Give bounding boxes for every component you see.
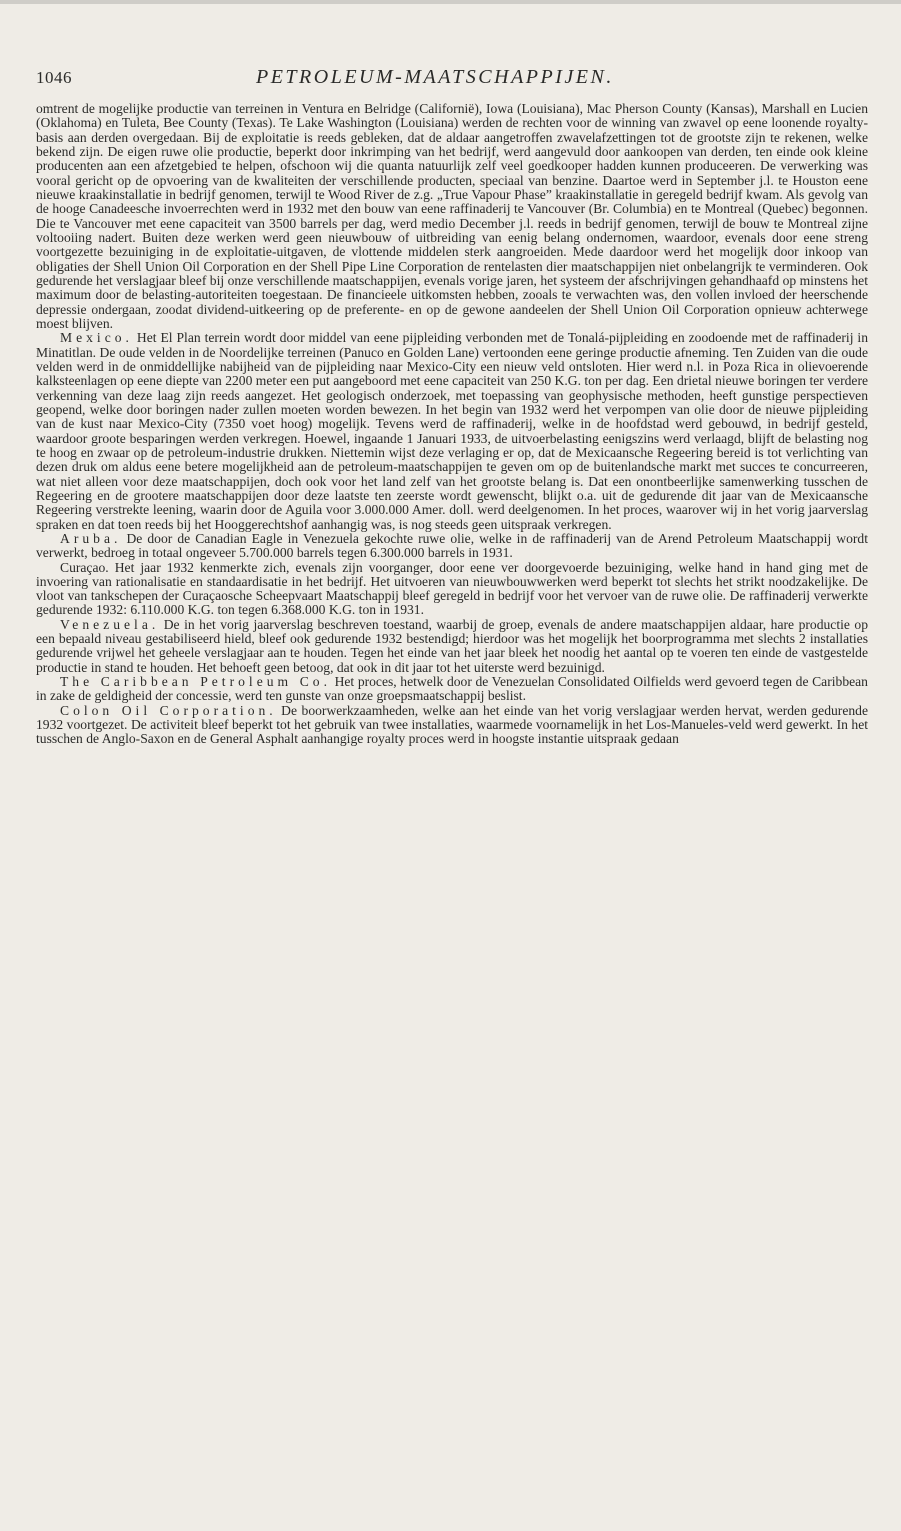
- paragraph-venezuela: [36, 618, 868, 675]
- paragraph-text: Curaçao. Het jaar 1932 kenmerkte zich, evenals zijn voorganger, door eene ver doorgevoerde bezuiniging, welke hand in hand ging met de invoering van rationalisatie en standaardisatie in het bedrijf. Het uitvoeren van nieuwbouwwerken werd beperkt tot slechts het strikt noodzakelijke. De vloot van tankschepen der Curaçaosche Scheepvaart Maatschappij bleef geregeld in bedrijf voor het vervoer van de ruwe olie. De raffinaderij verwerkte gedurende 1932: 6.110.000 K.G. ton tegen 6.368.000 K.G. ton in 1931.: [36, 559, 868, 618]
- page-header: [36, 62, 868, 102]
- paragraph-aruba: [36, 532, 868, 561]
- body-text: [36, 102, 868, 747]
- paragraph-mexico: [36, 331, 868, 532]
- page-edge: [0, 0, 901, 4]
- paragraph-text: omtrent de mogelijke productie van terreinen in Ventura en Belridge (Californië), Iowa (Louisiana), Mac Pherson County (Kansas), Marshall en Lucien (Oklahoma) en Tuleta, Bee County (Texas). Te Lake Washington (Louisiana) werden de rechten voor de winning van zwavel op eene loonende royalty-basis aan derden overgedaan. Bij de exploitatie is reeds gebleken, dat de aldaar aangetroffen zwavelafzettingen tot de grootste zijn te rekenen, welke bekend zijn. De eigen ruwe olie productie, beperkt door inkrimping van het bedrijf, werd aangevuld door aankoopen van derden, ten einde ook kleine producenten aan een afzetgebied te helpen, ofschoon wij die quanta natuurlijk zelf veel goedkooper hadden kunnen produceeren. De verwerking was vooral gericht op de opvoering van de kwaliteiten der verschillende producten, speciaal van benzine. Daartoe werd in September j.l. te Houston eene nieuwe kraakinstallatie in bedrijf genomen, terwijl te Wood River de z.g. „True Vapour Phase” kraakinstallatie in geregeld bedrijf kwam. Als gevolg van de hooge Canadeesche invoerrechten werd in 1932 met den bouw van eene raffinaderij te Vancouver (Br. Columbia) en te Montreal (Quebec) begonnen. Die te Vancouver met eene capaciteit van 3500 barrels per dag, werd medio December j.l. reeds in bedrijf genomen, terwijl de bouw te Montreal zijne voltooiing nadert. Buiten deze werken werd geen nieuwbouw of uitbreiding van eenig belang ondernomen, waardoor, evenals door eene streng voortgezette bezuiniging in de exploitatie-uitgaven, de vlottende middelen sterk aangroeiden. Mede daardoor werd het mogelijk door inkoop van obligaties der Shell Union Oil Corporation en der Shell Pipe Line Corporation de rentelasten dier maatschappijen niet onbelangrijk te verminderen. Ook gedurende het verslagjaar bleef bij onze verschillende maatschappijen, evenals vorige jaren, het systeem der afschrijvingen gehandhaafd op minstens het maximum door de belasting-autoriteiten toegestaan. De financieele uitkomsten hebben, zooals te verwachten was, den vollen invloed der heerschende depressie ondergaan, zoodat dividend-uitkeering op de preferente- en op de gewone aandeelen der Shell Union Oil Corporation opnieuw achterwege moest blijven.: [36, 101, 868, 331]
- section-lead-caribbean: The Caribbean Petroleum Co.: [60, 674, 331, 690]
- paragraph-text: Het proces, hetwelk door de Venezuelan Consolidated Oilfields werd gevoerd tegen de Caribbean in zake de geldigheid der concessie, werd ten gunste van onze groepsmaatschappij beslist.: [36, 674, 868, 704]
- paragraph-text: De boorwerkzaamheden, welke aan het einde van het vorig verslagjaar werden hervat, werden gedurende 1932 voortgezet. De activiteit bleef beperkt tot het gebruik van twee installaties, waarmede voornamelijk in het Los-Manueles-veld werd gewerkt. In het tusschen de Anglo-Saxon en de General Asphalt aanhangige royalty proces werd in hoogste instantie uitspraak gedaan: [36, 702, 868, 747]
- paragraph-text: De in het vorig jaarverslag beschreven toestand, waarbij de groep, evenals de andere maatschappijen aldaar, hare productie op een bepaald niveau gestabiliseerd hield, bleef ook gedurende 1932 bestendigd; hierdoor was het mogelijk het boorprogramma met slechts 2 installaties gedurende vrijwel het geheele verslagjaar aan te houden. Tegen het einde van het jaar bleek het noodig het aantal op te voeren ten einde de vastgestelde productie in stand te houden. Het behoeft geen betoog, dat ook in dit jaar tot het uiterste werd bezuinigd.: [36, 616, 868, 675]
- paragraph-text: De door de Canadian Eagle in Venezuela gekochte ruwe olie, welke in de raffinaderij van de Arend Petroleum Maatschappij wordt verwerkt, bedroeg in totaal ongeveer 5.700.000 barrels tegen 6.300.000 barrels in 1931.: [36, 530, 868, 561]
- paragraph-curacao: [36, 561, 868, 618]
- paragraph-colon: [36, 704, 868, 747]
- page-number: 1046: [36, 68, 72, 87]
- paragraph-caribbean: [36, 675, 868, 704]
- running-head: PETROLEUM-MAATSCHAPPIJEN.: [256, 66, 614, 88]
- document-page: [36, 62, 868, 747]
- section-lead-colon: Colon Oil Corporation.: [60, 702, 277, 718]
- section-lead-venezuela: Venezuela.: [60, 616, 160, 632]
- section-lead-aruba: Aruba.: [60, 530, 122, 546]
- section-lead-mexico: Mexico.: [60, 330, 133, 346]
- paragraph-text: Het El Plan terrein wordt door middel van eene pijpleiding verbonden met de Tonalá-pijpleiding en zoodoende met de raffinaderij in Minatitlan. De oude velden in de Noordelijke terreinen (Panuco en Golden Lane) vertoonden eene geringe productie afneming. Ten Zuiden van die oude velden werd in de onmiddellijke nabijheid van de pijpleiding naar Mexico-City een nieuw veld ontsloten. Hier werd n.l. in Poza Rica in olievoerende kalksteenlagen op eene diepte van 2200 meter een put aangeboord met eene capaciteit van 250 K.G. ton per dag. Een drietal nieuwe boringen ter verdere verkenning van deze laag zijn reeds aangezet. Het geologisch onderzoek, met toepassing van geophysische methoden, heeft gunstige perspectieven geopend, welke door boringen nader zullen moeten worden bewezen. In het begin van 1932 werd het verpompen van olie door de nieuwe pijpleiding van de kust naar Mexico-City (7350 voet hoog) mogelijk. Tevens werd de raffinaderij, welke in de hoofdstad werd gebouwd, in bedrijf gesteld, waardoor groote besparingen werden verkregen. Hoewel, ingaande 1 Januari 1933, de uitvoerbelasting eenigszins werd verlaagd, blijft de belasting nog te hoog en zwaar op de petroleum-industrie drukken. Niettemin wijst deze verlaging er op, dat de Mexicaansche Regeering bereid is tot verlichting van dezen druk om aldus eene betere mogelijkheid aan de petroleum-maatschappijen te geven om op de buitenlandsche markt met succes te concurreeren, wat niet alleen voor deze maatschappijen, doch ook voor het land zelf van het grootste belang is. Dat een onontbeerlijke samenwerking tusschen de Regeering en de grootere maatschappijen door deze laatste ten zeerste wordt gewenscht, blijkt o.a. uit de gedurende dit jaar van de Mexicaansche Regeering verstrekte leening, waarin door de Aguila voor 3.000.000 Amer. doll. werd deelgenomen. In het proces, waarover wij in het vorig jaarverslag spraken en dat toen reeds bij het Hooggerechtshof aanhangig was, is nog steeds geen uitspraak verkregen.: [36, 330, 868, 532]
- paragraph-usa-continued: [36, 102, 868, 331]
